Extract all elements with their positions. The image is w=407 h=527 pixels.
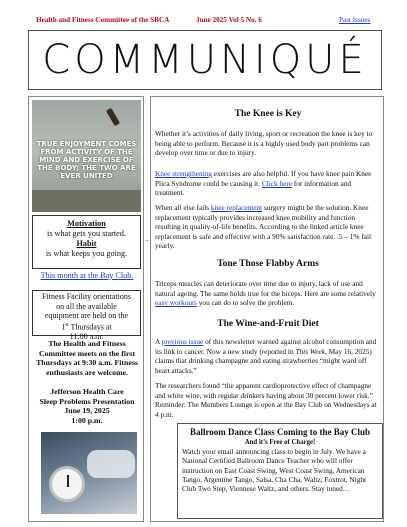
facility-orientation-box bbox=[32, 290, 141, 341]
habit-text: is what keeps you going. bbox=[45, 249, 128, 258]
knee-heading: The Knee is Key bbox=[234, 109, 302, 119]
facility-line: 1st Thursdays at bbox=[61, 322, 112, 332]
easy-workouts-link[interactable]: easy workouts bbox=[155, 298, 197, 308]
ballroom-text: Watch your email announcing class to begin in July. We have a National Certified Ballroom Dance Teacher who will offer instruction on East Coast Swing, West Coast Swing, American Tango, Argentine Tango, Salsa, Cha Cha, Waltz, Foxtrot, Night Club Two Step, Viennese Waltz, and others. Stay tuned… bbox=[182, 447, 367, 494]
cliff-diver-photo bbox=[32, 100, 141, 212]
facility-line: on all the available bbox=[56, 301, 117, 311]
knee-paragraph-3: When all else fails knee replacement surgery might be the solution. Knee replacement typically provides increased knee mobility and function resulting in quality-of-life benefits. According to the linked article knee replacement is safe and effective with a 90% satisfaction rate. .5 – 1% fail yearly. bbox=[155, 203, 372, 251]
facility-line: equipment are held on the bbox=[44, 311, 129, 320]
motivation-text: is what gets you started. bbox=[47, 229, 126, 238]
motivation-box bbox=[32, 215, 141, 269]
facility-line: 11:00 a.m. bbox=[69, 331, 104, 341]
knee-paragraph-2: Knee strengthening exercises are also helpful. If you have knee pain Knee Plica Syndrome could be causing it. Click here for information and treatment. bbox=[155, 169, 372, 198]
photo-quote: TRUE ENJOYMENT COMES FROM ACTIVITY OF THE MIND AND EXERCISE OF THE BODY; THE TWO ARE EVER UNITED bbox=[36, 140, 137, 180]
issue-info: June 2025 Vol 5 No. 6 bbox=[196, 16, 262, 24]
committee-name: Health and Fitness Committee of the SBCA bbox=[36, 16, 170, 24]
wine-heading: The Wine-and-Fruit Diet bbox=[217, 319, 319, 329]
column-divider-mark: - bbox=[146, 236, 149, 244]
diver-figure bbox=[106, 108, 120, 127]
knee-replacement-link[interactable]: knee replacement bbox=[210, 203, 263, 212]
habit-heading: Habit bbox=[76, 239, 97, 248]
alarm-clock-icon bbox=[49, 466, 85, 502]
sidebar bbox=[28, 96, 144, 522]
bay-club-link[interactable]: This month at the Bay Club. bbox=[40, 271, 134, 280]
ballroom-dance-box bbox=[177, 423, 383, 519]
cliff-rock bbox=[32, 190, 141, 212]
motivation-heading: Motivation bbox=[67, 219, 106, 228]
pillow-shape bbox=[87, 450, 135, 478]
wine-paragraph-1: A previous issue of this newsletter warned against alcohol consumption and its link to cancer. Now a new study (reported in This Week, May 16, 2025) claims that drinking champagne and eating strawberries “might ward off heart attacks.” bbox=[155, 337, 377, 375]
wine-paragraph-2: The researchers found “the apparent cardioprotective effect of champagne and white wine, with regular drinkers having about 30 percent lower risk.” Reminder: The Members Lounge is open at the Bay Club on Wednesdays at 4 p.m. bbox=[155, 381, 377, 419]
committee-meeting-note: The Health and Fitness Committee meets on the first Thursdays at 9:30 a.m. Fitness enthusiasts are welcome. bbox=[36, 339, 138, 377]
masthead bbox=[28, 30, 382, 90]
arms-paragraph: Triceps muscles can deteriorate over time due to injury, lack of use and natural ageing. The same holds true for the biceps. Here are some relatively easy workouts you can do to solve the problem. bbox=[155, 279, 376, 308]
past-issues-link[interactable]: Past Issues bbox=[339, 16, 371, 24]
ballroom-subheading: And it’s Free of Charge! bbox=[244, 439, 316, 446]
jefferson-presentation: Jefferson Health Care Sleep Problems Presentation June 19, 2025 1:00 p.m. bbox=[39, 387, 135, 425]
click-here-link[interactable]: Click here bbox=[261, 178, 293, 188]
knee-paragraph-1: Whether it’s activities of daily living, sport or recreation the knee is key to being able to perform. Because it is a highly used body part problems can develop over time or due to injury. bbox=[155, 129, 373, 158]
alarm-clock-photo bbox=[41, 432, 137, 514]
main-content bbox=[150, 96, 384, 522]
knee-strengthening-link[interactable]: Knee strengthening bbox=[155, 169, 212, 178]
facility-line: Fitness Facility orientations bbox=[42, 292, 131, 301]
top-bar bbox=[0, 16, 407, 30]
newsletter-title: COMMUNIQUÉ bbox=[42, 37, 368, 83]
ballroom-heading: Ballroom Dance Class Coming to the Bay Club bbox=[189, 427, 371, 437]
arms-heading: Tone Those Flabby Arms bbox=[217, 259, 319, 269]
previous-issue-link[interactable]: previous issue bbox=[161, 337, 204, 346]
